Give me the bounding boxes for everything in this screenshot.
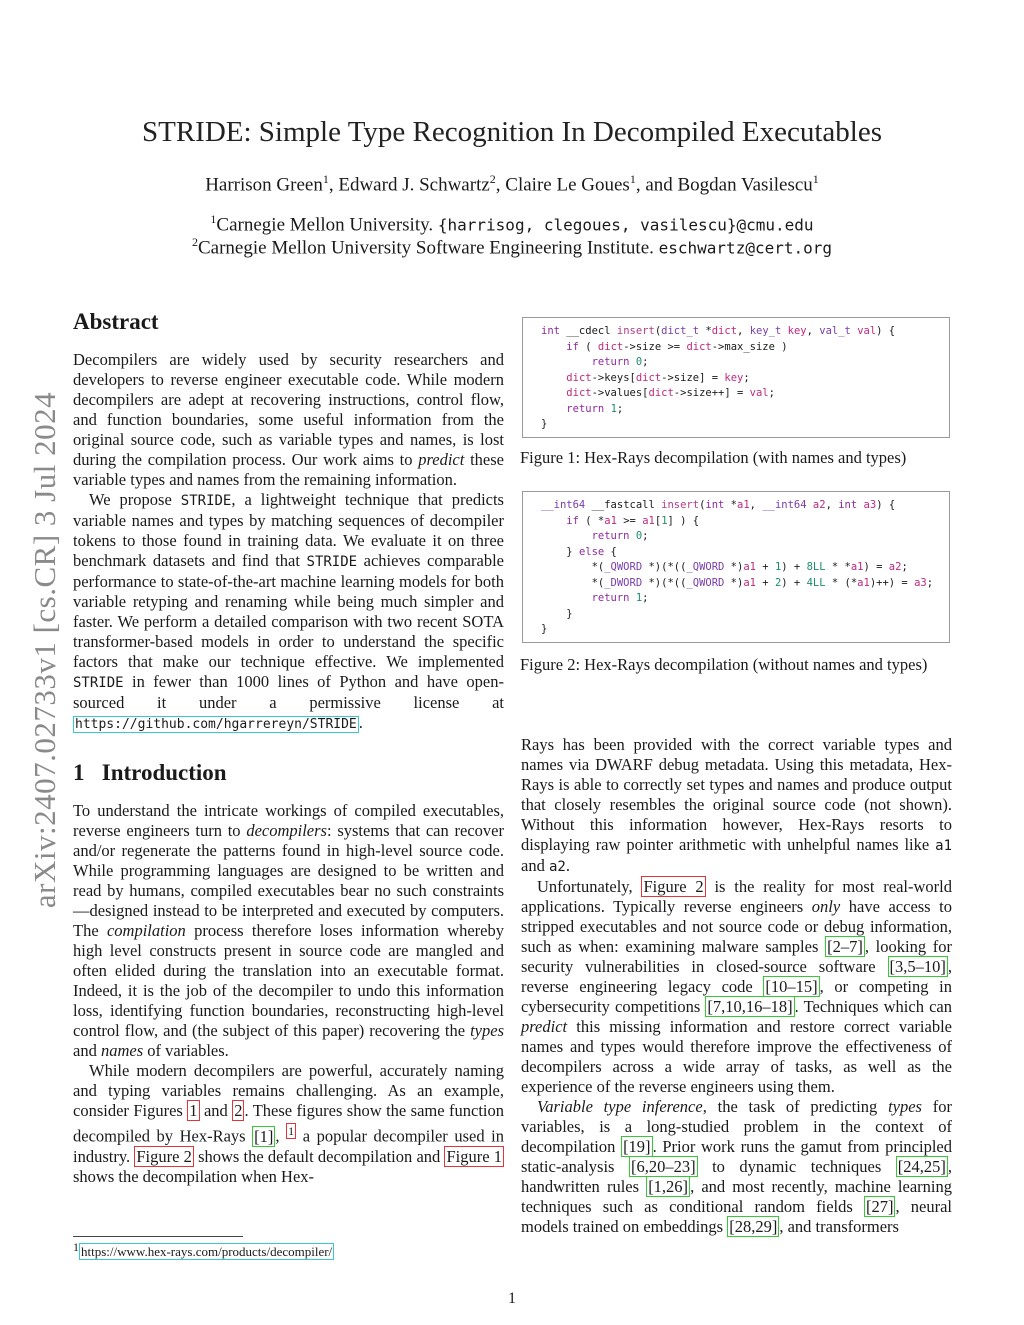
- citation-link[interactable]: [2–7]: [827, 937, 863, 956]
- text: and: [199, 1101, 233, 1120]
- sep: , and: [635, 174, 678, 196]
- footnote-mark: 1: [73, 1240, 79, 1254]
- arxiv-id: arXiv:2407.02733v1 [cs.CR] 3 Jul 2024: [27, 391, 62, 909]
- footnote-rule: [73, 1236, 243, 1237]
- citation-link[interactable]: [10–15]: [765, 977, 818, 996]
- footnote-link[interactable]: https://www.hex-rays.com/products/decompiler/: [81, 1244, 333, 1260]
- code-line: __int64 __fastcall insert(int *a1, __int64 a2, int a3) {: [541, 499, 896, 511]
- code-line: }: [541, 418, 548, 430]
- text: , neural models trained on embeddings: [521, 1197, 953, 1236]
- affiliation-2: [0, 235, 1024, 259]
- figure-2-ref[interactable]: 2: [234, 1101, 243, 1120]
- tool-name: STRIDE: [306, 554, 358, 570]
- abstract-paragraph-1: [73, 350, 504, 490]
- text: . Prior work runs the gamut from principled static-analysis: [521, 1137, 952, 1176]
- code-line: }: [541, 607, 573, 620]
- code-token: a2: [548, 859, 566, 875]
- citation-link[interactable]: [24,25]: [897, 1157, 946, 1176]
- figure-2-code: [522, 491, 950, 643]
- citation-link[interactable]: [28,29]: [729, 1217, 778, 1236]
- code-line: if ( dict->size >= dict->max_size ): [566, 340, 788, 353]
- code-line: } else {: [541, 545, 617, 558]
- code-line: dict->keys[dict->size] = key;: [566, 371, 750, 384]
- figure-2-ref[interactable]: Figure 2: [136, 1146, 192, 1166]
- author-3: Claire Le Goues: [505, 174, 630, 196]
- author-4-affil: 1: [812, 172, 819, 186]
- text: predict: [418, 450, 465, 469]
- right-paragraph-3: [521, 1097, 952, 1237]
- text: , looking for security vulnerabilities in closed-source software: [521, 937, 952, 976]
- text: predict: [521, 1017, 568, 1036]
- code-line: return 0;: [591, 356, 649, 368]
- text: is the reality for most real-world applications. Typically reverse engineers: [521, 877, 952, 916]
- section-number: 1: [73, 760, 85, 785]
- citation-link[interactable]: [19]: [623, 1137, 651, 1156]
- text: , or competing in cybersecurity competitions: [521, 977, 952, 1016]
- sep: ,: [328, 174, 339, 196]
- text: these variable types and names from the remaining information.: [73, 450, 504, 489]
- text: , handwritten rules: [521, 1157, 952, 1196]
- author-2-affil: 2: [489, 172, 496, 186]
- code-line: }: [541, 623, 548, 635]
- text: , reverse engineering legacy code: [521, 957, 952, 996]
- code-line: return 1;: [566, 402, 624, 415]
- text: While modern decompilers are powerful, accurately naming and typing variables remains challenging. As an example, consider Figures: [73, 1061, 504, 1120]
- citation-link[interactable]: [7,10,16–18]: [707, 997, 793, 1016]
- page-number: 1: [508, 1290, 516, 1307]
- text: types: [888, 1097, 922, 1116]
- text: process therefore loses information whereby high level constructs present in source code are mangled and often elided during the translation into an executable format. Indeed, it is the job of the decompiler to undo this information loss, identifying function boundaries, reconstructing high-level control flow, and (the subject of this paper) recovering the: [73, 921, 504, 1040]
- text: and: [73, 1041, 101, 1060]
- text: in fewer than 1000 lines of Python and have open-sourced it under a permissive license at: [73, 672, 504, 712]
- text: , and transformers: [779, 1217, 899, 1236]
- code-line: return 1;: [591, 592, 649, 604]
- text: to dynamic techniques: [697, 1157, 896, 1176]
- figure-1-caption: Figure 1: Hex-Rays decompilation (with names and types): [520, 448, 907, 467]
- sep: ,: [495, 174, 506, 196]
- text: .: [565, 856, 570, 875]
- figure-1-ref[interactable]: Figure 1: [446, 1146, 502, 1166]
- github-link[interactable]: https://github.com/hgarrereyn/STRIDE: [75, 717, 357, 732]
- text: , a lightweight technique that predicts variable names and types by matching sequences of decompiler tokens to those found in training data. We evaluate it on three benchmark datasets and find that: [73, 490, 504, 570]
- affil-2-text: Carnegie Mellon University Software Engineering Institute.: [197, 237, 654, 259]
- figure-2-ref[interactable]: Figure 2: [643, 877, 704, 896]
- text: decompilers: [246, 821, 327, 840]
- text: ,: [275, 1126, 287, 1146]
- author-1: Harrison Green: [205, 174, 323, 196]
- text: . These figures show the same function decompiled by Hex-Rays: [73, 1101, 504, 1146]
- code-line: *(_DWORD *)(*((_QWORD *)a1 + 2) + 4LL * (*a1)++) = a3;: [541, 576, 934, 589]
- text: achieves comparable performance to state-of-the-art machine learning models for both variable retyping and renaming while being much simpler and faster. We perform a detailed comparison with two recent SOTA transformer-based models in order to understand the specific factors that make our technique effective. We implemented: [73, 551, 504, 671]
- author-2: Edward J. Schwartz: [338, 174, 490, 196]
- text: only: [811, 897, 841, 916]
- tool-name: STRIDE: [180, 493, 232, 509]
- text: . Techniques which can: [794, 997, 952, 1016]
- text: : systems that can recover and/or regenerate the patterns found in high-level source code. While programming languages are designed to be written and read by humans, compiled executables bear no such constraints—designed instead to be interpreted and executed by computers. The: [73, 821, 504, 940]
- citation-link[interactable]: [6,20–23]: [630, 1157, 696, 1176]
- citation-link[interactable]: [1,26]: [648, 1177, 689, 1196]
- text: compilation: [106, 921, 186, 940]
- author-3-affil: 1: [629, 172, 636, 186]
- code-token: a1: [935, 838, 952, 854]
- text: .: [358, 713, 363, 732]
- text: shows the decompilation when Hex-: [73, 1166, 315, 1186]
- text: shows the default decompilation and: [193, 1146, 445, 1166]
- affil-2-email[interactable]: eschwartz@cert.org: [658, 238, 833, 258]
- code-line: int __cdecl insert(dict_t *dict, key_t key, val_t val) {: [541, 325, 896, 337]
- code-line: dict->values[dict->size++] = val;: [566, 387, 775, 399]
- left-column: [73, 309, 504, 1187]
- text: , and most recently, machine learning techniques such as conditional random fields: [521, 1177, 952, 1216]
- footnote-ref[interactable]: 1: [288, 1124, 295, 1138]
- author-list: [0, 172, 1024, 196]
- section-title: Introduction: [101, 760, 227, 785]
- text: , the task of predicting: [702, 1097, 889, 1116]
- abstract-heading: Abstract: [73, 309, 159, 334]
- affil-1-mark: 1: [210, 212, 217, 226]
- text: To understand the intricate workings of compiled executables, reverse engineers turn to: [73, 801, 504, 840]
- text: types: [470, 1021, 504, 1040]
- citation-link[interactable]: [1]: [254, 1126, 274, 1146]
- citation-link[interactable]: [3,5–10]: [889, 957, 946, 976]
- tool-name: STRIDE: [73, 675, 124, 691]
- figure-2-caption: Figure 2: Hex-Rays decompilation (without names and types): [520, 655, 928, 674]
- paper-title: STRIDE: Simple Type Recognition In Decompiled Executables: [141, 116, 882, 148]
- text: of variables.: [143, 1041, 229, 1060]
- intro-paragraph-2: [73, 1061, 504, 1187]
- text: We propose: [89, 490, 181, 509]
- intro-paragraph-1: [73, 801, 504, 1061]
- text: names: [100, 1041, 144, 1060]
- author-4: Bogdan Vasilescu: [677, 174, 813, 196]
- right-column: [521, 735, 952, 1237]
- text: Variable type inference: [537, 1097, 703, 1116]
- author-1-affil: 1: [322, 172, 329, 186]
- text: Unfortunately,: [537, 877, 642, 896]
- text: this missing information and restore correct variable names and types would therefore improve the effectiveness of decompilers across a wide array of tasks, as well as the experience of the reverse engineers using them.: [521, 1017, 952, 1096]
- code-line: return 0;: [591, 530, 649, 542]
- affil-1-email[interactable]: {harrisog, clegoues, vasilescu}@cmu.edu: [437, 215, 814, 235]
- figure-1-ref[interactable]: 1: [189, 1101, 198, 1120]
- footnote: [73, 1240, 334, 1260]
- figure-1-code: [522, 317, 950, 438]
- text: and: [521, 856, 549, 875]
- affil-2-mark: 2: [191, 235, 198, 249]
- text: Rays has been provided with the correct variable types and names via DWARF debug metadata. Using this metadata, Hex-Rays is able to correctly set types and names and produce output that closely resembles the original source code (not shown). Without this information however, Hex-Rays resorts to displaying raw pointer arithmetic with unhelpful names like: [521, 735, 952, 854]
- text: have access to stripped executables and not source code or debug information, such as when: examining malware samples: [521, 897, 953, 956]
- affiliation-1: [0, 212, 1024, 236]
- citation-link[interactable]: [27]: [865, 1197, 894, 1216]
- text: Decompilers are widely used by security researchers and developers to reverse engineer executable code. While modern decompilers are adept at recovering instructions, control flow, and function boundaries, some useful information from the original source code, such as variable types and names, is lost during the compilation process. Our work aims to: [73, 350, 504, 469]
- code-line: *(_QWORD *)(*((_QWORD *)a1 + 1) + 8LL * *a1) = a2;: [541, 561, 908, 573]
- text: for variables, is a long-studied problem in the context of decompilation: [521, 1097, 952, 1156]
- right-paragraph-1: [521, 735, 952, 877]
- abstract-paragraph-2: [73, 490, 504, 735]
- right-paragraph-2: [521, 877, 952, 1097]
- text: a popular decompiler used in industry.: [73, 1126, 504, 1166]
- affil-1-text: Carnegie Mellon University.: [216, 214, 434, 236]
- code-line: if ( *a1 >= a1[1] ) {: [566, 514, 700, 527]
- intro-heading: [73, 760, 504, 785]
